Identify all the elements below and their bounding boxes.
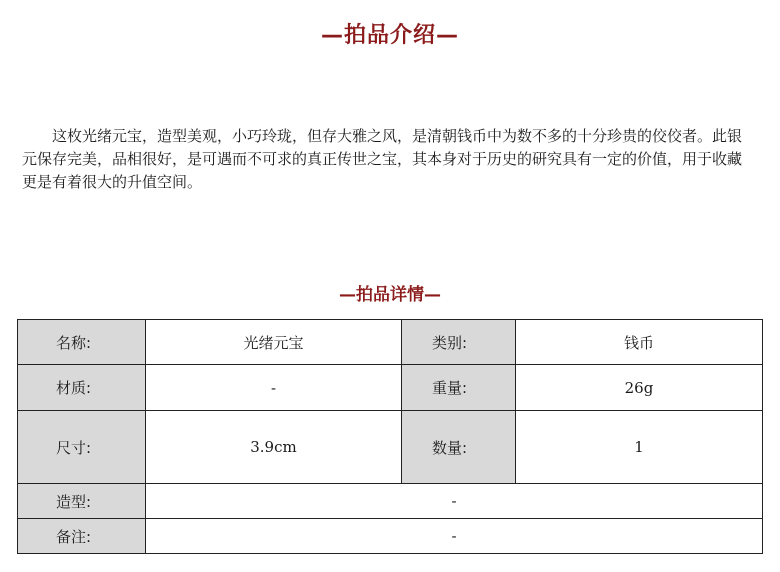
size-value: 3.9cm (146, 411, 402, 484)
weight-value: 26g (516, 365, 763, 411)
name-label: 名称: (18, 320, 146, 365)
remark-value: - (146, 519, 763, 554)
category-label: 类别: (402, 320, 516, 365)
table-row (18, 411, 763, 484)
category-value: 钱币 (516, 320, 763, 365)
details-section-title: —拍品详情— (339, 285, 441, 305)
weight-label: 重量: (402, 365, 516, 411)
size-label: 尺寸: (18, 411, 146, 484)
table-row (18, 484, 763, 519)
shape-label: 造型: (18, 484, 146, 519)
table-row (18, 320, 763, 365)
intro-paragraph: 这枚光绪元宝，造型美观，小巧玲珑，但存大雅之风，是清朝钱币中为数不多的十分珍贵的佼佼者。此银元保存完美，品相很好，是可遇而不可求的真正传世之宝，其本身对于历史的研究具有一定的价值，用于收藏更是有着很大的升值空间。 (22, 127, 743, 191)
shape-value: - (146, 484, 763, 519)
intro-section-title: —拍品介绍— (320, 23, 459, 48)
details-table (17, 319, 763, 554)
quantity-label: 数量: (402, 411, 516, 484)
quantity-value: 1 (516, 411, 763, 484)
table-row (18, 365, 763, 411)
table-row (18, 519, 763, 554)
material-label: 材质: (18, 365, 146, 411)
material-value: - (146, 365, 402, 411)
name-value: 光绪元宝 (146, 320, 402, 365)
remark-label: 备注: (18, 519, 146, 554)
